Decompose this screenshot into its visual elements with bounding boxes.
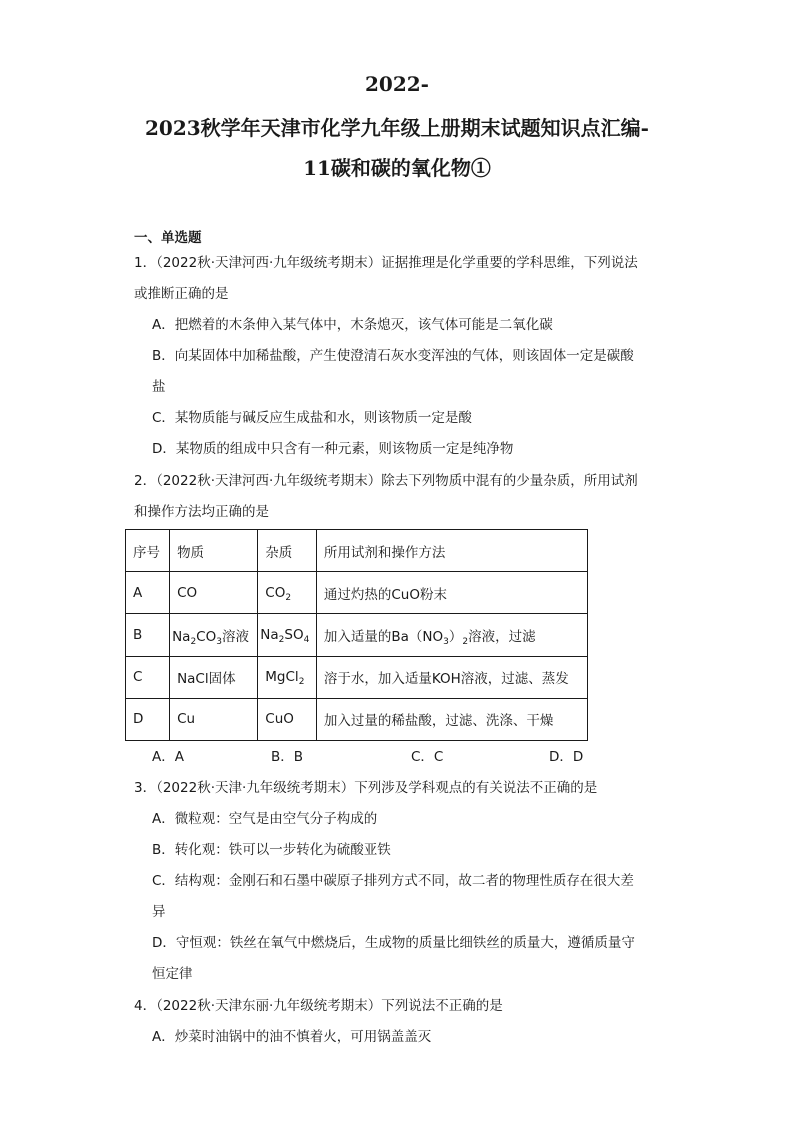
- q2-choice-c: C．C: [411, 749, 444, 765]
- q2-choice-b: B．B: [271, 749, 304, 765]
- q3-stem: 3．（2022秋·天津·九年级统考期末）下列涉及学科观点的有关说法不正确的是: [134, 780, 598, 796]
- row-id: B: [126, 614, 170, 656]
- row-impurity: $CO_2$: [258, 572, 317, 614]
- row-impurity: $Na_2SO_4$: [258, 614, 317, 656]
- q3-option-a: A．微粒观：空气是由空气分子构成的: [152, 811, 378, 827]
- q2-table: [125, 529, 588, 741]
- q3-option-c-line-1: C．结构观：金刚石和石墨中碳原子排列方式不同，故二者的物理性质存在很大差: [152, 873, 634, 889]
- q2-choice-a: A．A: [152, 749, 184, 765]
- q4-stem: 4．（2022秋·天津东丽·九年级统考期末）下列说法不正确的是: [134, 998, 503, 1014]
- table-header-row: [126, 530, 588, 572]
- q4-option-a: A．炒菜时油锅中的油不慎着火，可用锅盖盖灭: [152, 1029, 432, 1045]
- row-impurity: MgCl$_2$: [258, 656, 317, 698]
- row-id: C: [126, 656, 170, 698]
- row-id: D: [126, 698, 170, 740]
- section-heading: 一、单选题: [134, 230, 202, 246]
- q3-option-c-line-2: 异: [152, 904, 166, 920]
- table-row: [126, 656, 588, 698]
- title-line-1: 2022-: [365, 72, 429, 96]
- q1-option-b-line-2: 盐: [152, 379, 166, 395]
- row-impurity: CuO: [258, 698, 317, 740]
- row-method: 溶于水，加入适量KOH溶液，过滤、蒸发: [316, 656, 587, 698]
- q2-stem-line-2: 和操作方法均正确的是: [134, 504, 269, 520]
- table-row: [126, 572, 588, 614]
- row-substance: Cu: [170, 698, 258, 740]
- title-line-3: 11碳和碳的氧化物①: [303, 156, 491, 180]
- row-method: 加入适量的$Ba(NO_3)_2$溶液，过滤: [316, 614, 587, 656]
- row-id: A: [126, 572, 170, 614]
- row-method: 加入过量的稀盐酸，过滤、洗涤、干燥: [316, 698, 587, 740]
- q3-option-d-line-2: 恒定律: [152, 966, 193, 982]
- table-row: [126, 614, 588, 656]
- q2-stem-line-1: 2．（2022秋·天津河西·九年级统考期末）除去下列物质中混有的少量杂质，所用试剂: [134, 473, 638, 489]
- header-cell-impurity: 杂质: [258, 530, 317, 572]
- q3-option-b: B．转化观：铁可以一步转化为硫酸亚铁: [152, 842, 391, 858]
- row-substance: NaCl固体: [170, 656, 258, 698]
- title-line-2: 2023秋学年天津市化学九年级上册期末试题知识点汇编-: [145, 116, 649, 140]
- q1-option-c: C．某物质能与碱反应生成盐和水，则该物质一定是酸: [152, 410, 472, 426]
- row-substance: $Na_2CO_3$溶液: [170, 614, 258, 656]
- row-method: 通过灼热的CuO粉末: [316, 572, 587, 614]
- table-row: [126, 698, 588, 740]
- q3-option-d-line-1: D．守恒观：铁丝在氧气中燃烧后，生成物的质量比细铁丝的质量大，遵循质量守: [152, 935, 635, 951]
- q1-stem-line-1: 1．（2022秋·天津河西·九年级统考期末）证据推理是化学重要的学科思维，下列说法: [134, 255, 638, 271]
- q2-choice-d: D．D: [549, 749, 584, 765]
- q1-option-b-line-1: B．向某固体中加稀盐酸，产生使澄清石灰水变浑浊的气体，则该固体一定是碳酸: [152, 348, 634, 364]
- header-cell-method: 所用试剂和操作方法: [316, 530, 587, 572]
- row-substance: CO: [170, 572, 258, 614]
- header-cell-number: 序号: [126, 530, 170, 572]
- q1-option-d: D．某物质的组成中只含有一种元素，则该物质一定是纯净物: [152, 441, 514, 457]
- q1-stem-line-2: 或推断正确的是: [134, 286, 229, 302]
- header-cell-substance: 物质: [170, 530, 258, 572]
- q1-option-a: A．把燃着的木条伸入某气体中，木条熄灭，该气体可能是二氧化碳: [152, 317, 553, 333]
